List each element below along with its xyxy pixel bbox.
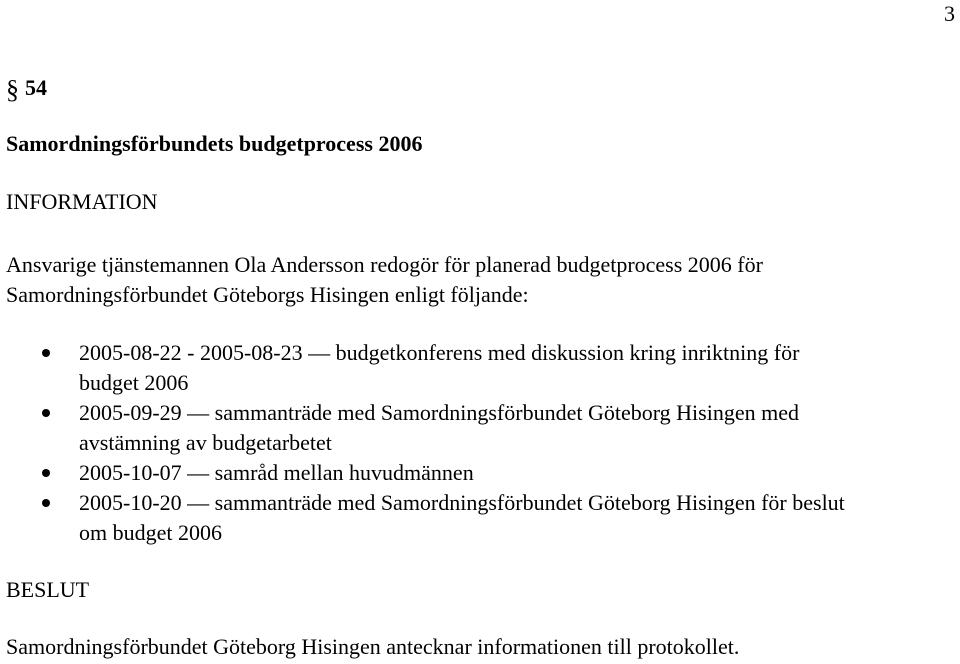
list-item-text: budget 2006	[79, 370, 189, 395]
list-item-text: 2005-08-22 - 2005-08-23 — budgetkonferens med diskussion kring inriktning för	[79, 340, 800, 365]
list-item	[0, 338, 960, 398]
list-item-text: avstämning av budgetarbetet	[79, 430, 332, 455]
page-number: 3	[944, 1, 955, 26]
bullet-icon	[42, 409, 50, 417]
bullet-icon	[42, 499, 50, 507]
document-title: Samordningsförbundets budgetprocess 2006	[6, 131, 423, 156]
section-heading	[6, 72, 47, 103]
schedule-list	[0, 338, 960, 548]
decision-text: Samordningsförbundet Göteborg Hisingen antecknar informationen till protokollet.	[6, 634, 740, 659]
information-label: INFORMATION	[6, 189, 158, 214]
list-item-text: 2005-10-07 — samråd mellan huvudmännen	[79, 460, 474, 485]
list-item	[0, 398, 960, 458]
bullet-icon	[42, 349, 50, 357]
decision-label: BESLUT	[6, 577, 90, 602]
list-item-text: 2005-09-29 — sammanträde med Samordningsförbundet Göteborg Hisingen med	[79, 400, 799, 425]
intro-line: Ansvarige tjänstemannen Ola Andersson redogör för planerad budgetprocess 2006 för	[6, 252, 763, 277]
list-item-text: om budget 2006	[79, 520, 222, 545]
paragraph-sign: §	[6, 75, 19, 104]
section-number: 54	[25, 75, 47, 100]
list-item	[0, 488, 960, 548]
bullet-icon	[42, 469, 50, 477]
intro-paragraph	[6, 250, 946, 310]
list-item-text: 2005-10-20 — sammanträde med Samordningsförbundet Göteborg Hisingen för beslut	[79, 490, 845, 515]
intro-line: Samordningsförbundet Göteborgs Hisingen enligt följande:	[6, 282, 529, 307]
list-item	[0, 458, 960, 488]
